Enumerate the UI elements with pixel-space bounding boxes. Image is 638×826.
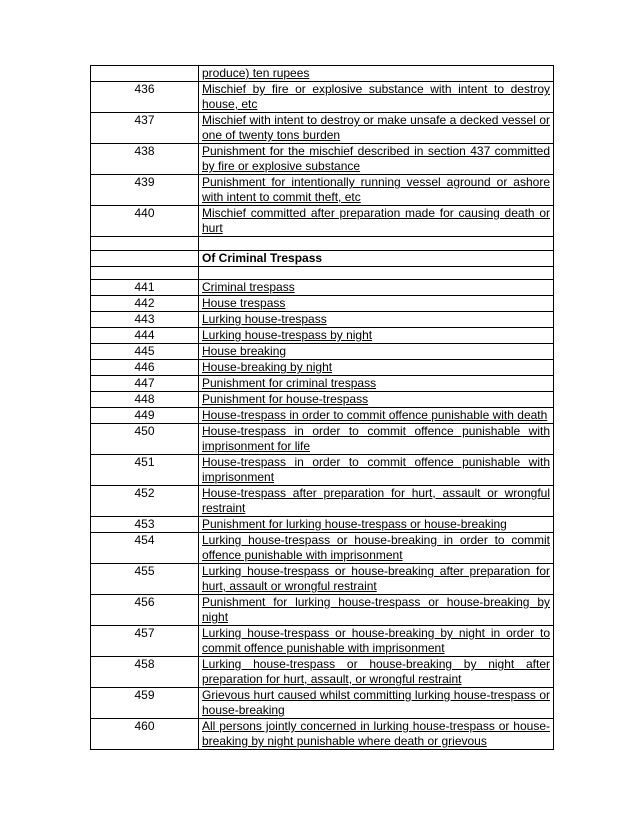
section-number <box>91 251 199 267</box>
table-row <box>91 595 554 626</box>
section-title: Mischief committed after preparation made for causing death or hurt <box>199 206 554 237</box>
section-number: 458 <box>91 657 199 688</box>
table-row <box>91 455 554 486</box>
section-title: Mischief with intent to destroy or make unsafe a decked vessel or one of twenty tons burden <box>199 113 554 144</box>
section-number: 436 <box>91 82 199 113</box>
table-row <box>91 296 554 312</box>
section-title: Punishment for criminal trespass <box>199 376 554 392</box>
section-title: Grievous hurt caused whilst committing lurking house-trespass or house-breaking <box>199 688 554 719</box>
section-number: 445 <box>91 344 199 360</box>
section-title: Lurking house-trespass or house-breaking by night in order to commit offence punishable with imprisonment <box>199 626 554 657</box>
table-row <box>91 113 554 144</box>
table-row <box>91 564 554 595</box>
section-number: 437 <box>91 113 199 144</box>
section-number: 446 <box>91 360 199 376</box>
section-title: House trespass <box>199 296 554 312</box>
section-number: 457 <box>91 626 199 657</box>
section-number: 450 <box>91 424 199 455</box>
blank-row <box>91 267 554 280</box>
section-title: House breaking <box>199 344 554 360</box>
table-row <box>91 517 554 533</box>
section-title <box>199 237 554 251</box>
blank-row <box>91 237 554 251</box>
section-title: Lurking house-trespass or house-breaking after preparation for hurt, assault or wrongful restraint <box>199 564 554 595</box>
table-row <box>91 376 554 392</box>
section-title: House-trespass in order to commit offence punishable with imprisonment for life <box>199 424 554 455</box>
section-number: 459 <box>91 688 199 719</box>
section-title: House-trespass after preparation for hurt, assault or wrongful restraint <box>199 486 554 517</box>
section-title: Lurking house-trespass by night <box>199 328 554 344</box>
chapter-heading: Of Criminal Trespass <box>199 251 554 267</box>
section-title: All persons jointly concerned in lurking house-trespass or house- breaking by night punishable where death or grievous <box>199 719 554 750</box>
section-number: 455 <box>91 564 199 595</box>
section-number: 456 <box>91 595 199 626</box>
section-title <box>199 267 554 280</box>
section-number: 460 <box>91 719 199 750</box>
table-row <box>91 66 554 82</box>
table-row <box>91 144 554 175</box>
section-title: Punishment for lurking house-trespass or house-breaking <box>199 517 554 533</box>
section-number <box>91 237 199 251</box>
table-row <box>91 312 554 328</box>
section-number: 452 <box>91 486 199 517</box>
section-number: 443 <box>91 312 199 328</box>
section-number: 438 <box>91 144 199 175</box>
table-row <box>91 533 554 564</box>
section-title: Lurking house-trespass or house-breaking by night after preparation for hurt, assault, or wrongful restraint <box>199 657 554 688</box>
section-number: 440 <box>91 206 199 237</box>
section-title: Punishment for the mischief described in section 437 committed by fire or explosive substance <box>199 144 554 175</box>
section-title: Punishment for house-trespass <box>199 392 554 408</box>
table-row <box>91 360 554 376</box>
section-number <box>91 66 199 82</box>
table-row <box>91 719 554 750</box>
section-title: Punishment for intentionally running vessel aground or ashore with intent to commit theft, etc <box>199 175 554 206</box>
table-row <box>91 280 554 296</box>
section-number: 439 <box>91 175 199 206</box>
table-row <box>91 206 554 237</box>
table-row <box>91 486 554 517</box>
table-row <box>91 328 554 344</box>
section-number: 448 <box>91 392 199 408</box>
section-title: Lurking house-trespass or house-breaking in order to commit offence punishable with imprisonment <box>199 533 554 564</box>
section-title: Mischief by fire or explosive substance with intent to destroy house, etc <box>199 82 554 113</box>
section-number: 451 <box>91 455 199 486</box>
section-number: 441 <box>91 280 199 296</box>
section-number: 449 <box>91 408 199 424</box>
section-title: Lurking house-trespass <box>199 312 554 328</box>
section-title: House-breaking by night <box>199 360 554 376</box>
section-number: 442 <box>91 296 199 312</box>
section-number: 454 <box>91 533 199 564</box>
table-row <box>91 626 554 657</box>
section-title: Punishment for lurking house-trespass or house-breaking by night <box>199 595 554 626</box>
table-row <box>91 82 554 113</box>
section-title: Criminal trespass <box>199 280 554 296</box>
table-row <box>91 688 554 719</box>
table-row <box>91 344 554 360</box>
table-row <box>91 392 554 408</box>
section-number: 444 <box>91 328 199 344</box>
section-number: 453 <box>91 517 199 533</box>
table-row <box>91 424 554 455</box>
chapter-heading-row <box>91 251 554 267</box>
table-row <box>91 175 554 206</box>
section-title: produce) ten rupees <box>199 66 554 82</box>
section-title: House-trespass in order to commit offence punishable with death <box>199 408 554 424</box>
table-row <box>91 657 554 688</box>
section-number <box>91 267 199 280</box>
section-title: House-trespass in order to commit offence punishable with imprisonment <box>199 455 554 486</box>
section-number: 447 <box>91 376 199 392</box>
sections-table-body <box>91 66 554 750</box>
sections-table <box>90 65 554 750</box>
table-row <box>91 408 554 424</box>
